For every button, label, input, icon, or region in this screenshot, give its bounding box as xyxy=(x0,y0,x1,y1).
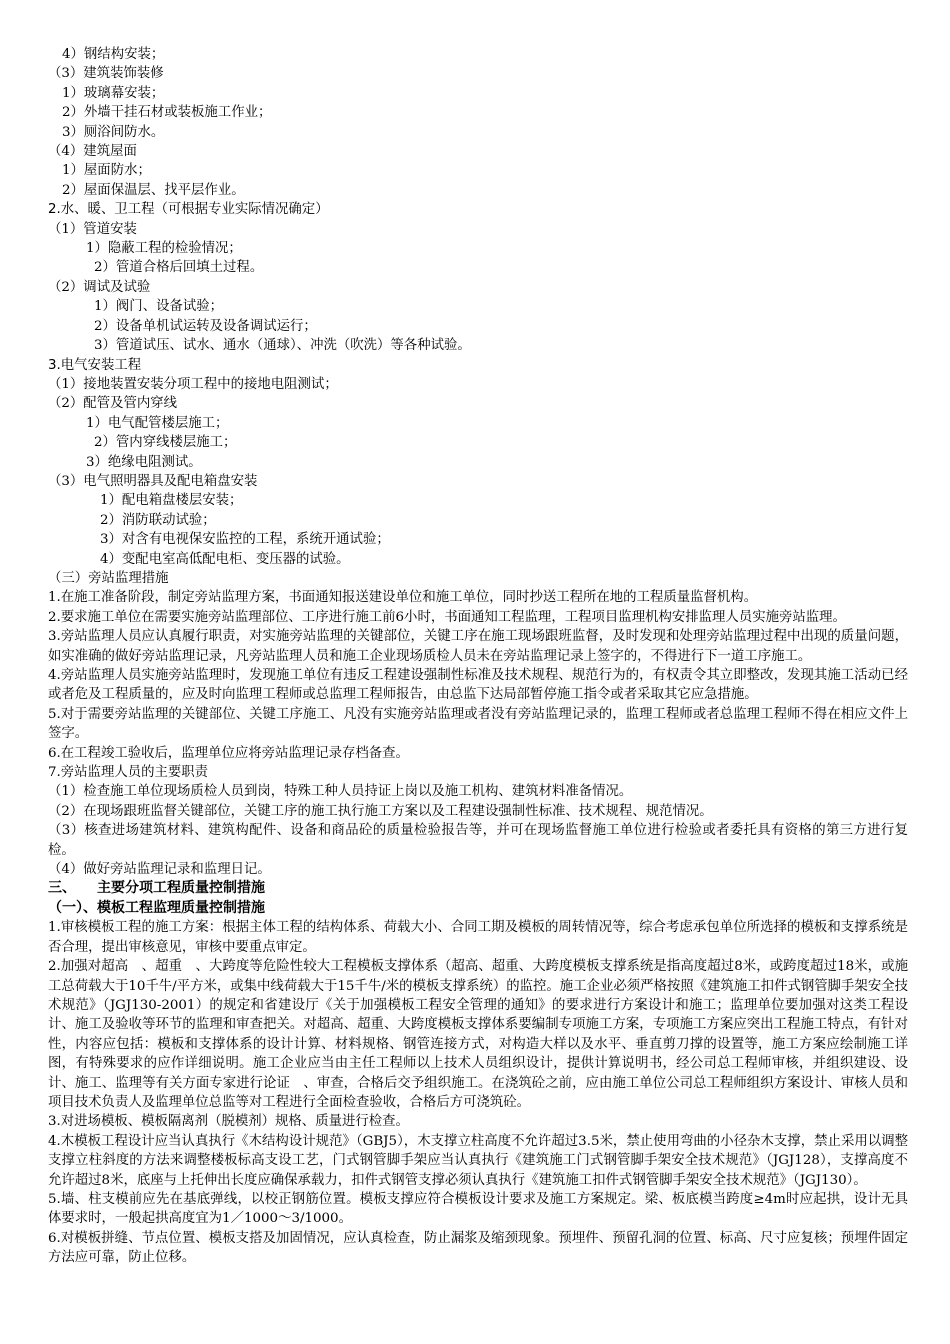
paragraph: 2.要求施工单位在需要实施旁站监理部位、工序进行施工前6小时，书面通知工程监理，工程项目监理机构安排监理人员实施旁站监理。 xyxy=(48,609,846,625)
list-item: （1）管道安装 xyxy=(48,221,137,237)
document-page xyxy=(48,45,908,1268)
section-heading: 2.水、暖、卫工程（可根据专业实际情况确定） xyxy=(48,202,329,218)
paragraph: （1）检查施工单位现场质检人员到岗，特殊工种人员持证上岗以及施工机构、建筑材料准备情况。 xyxy=(48,784,633,800)
list-item: （3）电气照明器具及配电箱盘安装 xyxy=(48,473,258,489)
section-heading: 3.电气安装工程 xyxy=(48,357,142,373)
list-item: （4）建筑屋面 xyxy=(48,144,137,160)
paragraph: 3.对进场模板、模板隔离剂（脱模剂）规格、质量进行检查。 xyxy=(48,1114,409,1130)
list-item: 2）外墙干挂石材或装板施工作业； xyxy=(62,105,272,121)
paragraph: 5.墙、柱支模前应先在基底弹线，以校正钢筋位置。模板支撑应符合模板设计要求及施工方案规定。梁、板底模当跨度≥4m时应起拱，设计无具体要求时，一般起拱高度宜为1／1000～3/1000。 xyxy=(48,1191,908,1227)
list-item: 1）隐蔽工程的检验情况； xyxy=(86,241,242,257)
list-item: （3）建筑装饰装修 xyxy=(48,66,164,82)
chapter-heading: 三、 主要分项工程质量控制措施 xyxy=(48,880,265,897)
list-item: 2）消防联动试验； xyxy=(100,512,216,528)
paragraph: 5.对于需要旁站监理的关键部位、关键工序施工、凡没有实施旁站监理或者没有旁站监理记录的，监理工程师或者总监理工程师不得在相应文件上签字。 xyxy=(48,706,908,742)
paragraph: 4.旁站监理人员实施旁站监理时，发现施工单位有违反工程建设强制性标准及技术规程、规范行为的，有权责令其立即整改，发现其施工活动已经或者危及工程质量的，应及时向监理工程师或总监理工程师报告，由总监下达局部暂停施工指令或者采取其它应急措施。 xyxy=(48,668,908,703)
list-item: 3）厕浴间防水。 xyxy=(62,124,165,140)
paragraph: 2.加强对超高 、超重 、大跨度等危险性较大工程模板支撑体系（超高、超重、大跨度模板支撑系统是指高度超过8米，或跨度超过18米，或施工总荷载大于10千牛/平方米，或集中线荷载大于15千牛/米的模板支撑系统）的监控。施工企业必须严格按照《建筑施工扣件式钢管脚手架安全技术规范》（JGJ130-2001）的规定和省建设厅《关于加强模板工程安全管理的通知》的要求进行方案设计和施工；监理单位要加强对这类工程设计、施工及验收等环节的监理和审查把关。对超高、超重、大跨度模板支撑体系要编制专项施工方案，专项施工方案应突出工程施工特点，有针对性，内容应包括：模板和支撑体系的设计计算、材料规格、钢管连接方式，对构造大样以及水平、垂直剪刀撑的设置等，施工方案应绘制施工详图，有特殊要求的应作详细说明。施工企业应当由主任工程师以上技术人员组织设计，提供计算说明书，经公司总工程师审核，并组织建设、设计、施工、监理等有关方面专家进行论证 、审查，合格后交予组织施工。在浇筑砼之前，应由施工单位公司总工程师组织方案设计、审核人员和项目技术负责人及监理单位总监等对工程进行全面检查验收，合格后方可浇筑砼。 xyxy=(48,959,908,1110)
list-item: 1）电气配管楼层施工； xyxy=(86,415,229,431)
list-item: 1）玻璃幕安装； xyxy=(62,85,165,101)
paragraph: 4.木模板工程设计应当认真执行《木结构设计规范》（GBJ5），木支撑立柱高度不允许超过3.5米，禁止使用弯曲的小径杂木支撑，禁止采用以调整支撑立柱斜度的方法来调整楼板标高支设工艺，门式钢管脚手架应当认真执行《建筑施工门式钢管脚手架安全技术规范》（JGJ128），支撑高度不允许超过8米，底座与上托伸出长度应确保承载力，扣件式钢管支撑必须认真执行《建筑施工扣件式钢管脚手架安全技术规范》（JGJ130）。 xyxy=(48,1133,908,1188)
paragraph: 3.旁站监理人员应认真履行职责，对实施旁站监理的关键部位，关键工序在施工现场跟班监督，及时发现和处理旁站监理过程中出现的质量问题，如实准确的做好旁站监理记录，凡旁站监理人员和施工企业现场质检人员未在旁站监理记录上签字的，不得进行下一道工序施工。 xyxy=(48,629,908,664)
list-item: 4）钢结构安装； xyxy=(62,47,165,62)
list-item: （2）调试及试验 xyxy=(48,279,151,295)
list-item: 1）阀门、设备试验； xyxy=(94,299,224,315)
paragraph: （4）做好旁站监理记录和监理日记。 xyxy=(48,862,271,878)
list-item: 2）管道合格后回填土过程。 xyxy=(94,260,264,276)
paragraph: （2）在现场跟班监督关键部位，关键工序的施工执行施工方案以及工程建设强制性标准、技术规程、规范情况。 xyxy=(48,803,713,819)
section-heading: （三）旁站监理措施 xyxy=(48,570,169,586)
list-item: （1）接地装置安装分项工程中的接地电阻测试； xyxy=(48,376,338,392)
list-item: 2）屋面保温层、找平层作业。 xyxy=(62,182,245,198)
list-item: 3）管道试压、试水、通水（通球）、冲洗（吹洗）等各种试验。 xyxy=(94,338,471,354)
paragraph: 6.对模板拼缝、节点位置、模板支搭及加固情况，应认真检查，防止漏浆及缩颈现象。预埋件、预留孔洞的位置、标高、尺寸应复核；预埋件固定方法应可靠，防止位移。 xyxy=(48,1230,908,1266)
paragraph: 7.旁站监理人员的主要职责 xyxy=(48,765,209,781)
paragraph: 1.审核模板工程的施工方案：根据主体工程的结构体系、荷载大小、合同工期及模板的周转情况等，综合考虑承包单位所选择的模板和支撑系统是否合理，提出审核意见，审核中要重点审定。 xyxy=(48,920,908,955)
list-item: 1）屋面防水； xyxy=(62,163,151,179)
paragraph: 1.在施工准备阶段，制定旁站监理方案，书面通知报送建设单位和施工单位，同时抄送工程所在地的工程质量监督机构。 xyxy=(48,590,758,606)
paragraph: （3）核查进场建筑材料、建筑构配件、设备和商品砼的质量检验报告等，并可在现场监督施工单位进行检验或者委托具有资格的第三方进行复检。 xyxy=(48,823,908,858)
paragraph: 6.在工程竣工验收后，监理单位应将旁站监理记录存档备查。 xyxy=(48,745,409,761)
list-item: 2）设备单机试运转及设备调试运行； xyxy=(94,318,317,334)
list-item: 3）对含有电视保安监控的工程，系统开通试验； xyxy=(100,532,390,548)
list-item: 1）配电箱盘楼层安装； xyxy=(100,493,243,509)
list-item: 4）变配电室高低配电柜、变压器的试验。 xyxy=(100,551,350,567)
list-item: 3）绝缘电阻测试。 xyxy=(86,454,202,470)
list-item: （2）配管及管内穿线 xyxy=(48,396,178,412)
list-item: 2）管内穿线楼层施工； xyxy=(94,435,237,451)
section-heading: （一）、模板工程监理质量控制措施 xyxy=(48,899,265,916)
